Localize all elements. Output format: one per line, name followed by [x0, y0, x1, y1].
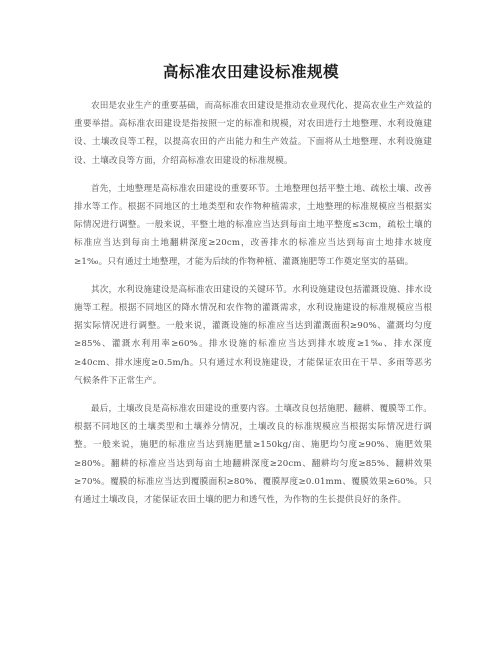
- paragraph-land-consolidation: 首先，土地整理是高标准农田建设的重要环节。土地整理包括平整土地、疏松土壤、改善排水等工作。根据不同地区的土地类型和农作物种植需求，土地整理的标准规模应当根据实际情况进行调整。一般来说，平整土地的标准应当达到每亩土地平整度≤3cm，疏松土壤的标准应当达到每亩土地翻耕深度≥20cm，改善排水的标准应当达到每亩土地排水坡度≥1‰。只有通过土地整理，才能为后续的作物种植、灌溉施肥等工作奠定坚实的基础。: [74, 183, 433, 267]
- document-title: 高标准农田建设标准规模: [162, 63, 339, 81]
- paragraph-soil-improvement: 最后，土壤改良是高标准农田建设的重要内容。土壤改良包括施肥、翻耕、覆膜等工作。根据不同地区的土壤类型和土壤养分情况，土壤改良的标准规模应当根据实际情况进行调整。一般来说，施肥的标准应当达到施肥量≥150kg/亩、施肥均匀度≥90%、施肥效果≥80%。翻耕的标准应当达到每亩土地翻耕深度≥20cm、翻耕均匀度≥85%、翻耕效果≥70%。覆膜的标准应当达到覆膜面积≥80%、覆膜厚度≥0.01mm、覆膜效果≥60%。只有通过土壤改良，才能保证农田土壤的肥力和透气性，为作物的生长提供良好的条件。: [74, 404, 433, 506]
- paragraph-water-facilities: 其次，水利设施建设是高标准农田建设的关键环节。水利设施建设包括灌溉设施、排水设施等工程。根据不同地区的降水情况和农作物的灌溉需求，水利设施建设的标准规模应当根据实际情况进行调整。一般来说，灌溉设施的标准应当达到灌溉面积≥90%、灌溉均匀度≥85%、灌溉水利用率≥60%。排水设施的标准应当达到排水坡度≥1‰、排水深度≥40cm、排水速度≥0.5m/h。只有通过水利设施建设，才能保证农田在干旱、多雨等恶劣气候条件下正常生产。: [74, 284, 433, 386]
- paragraph-intro: 农田是农业生产的重要基础，而高标准农田建设是推动农业现代化、提高农业生产效益的重要举措。高标准农田建设是指按照一定的标准和规模，对农田进行土地整理、水利设施建设、土壤改良等工程，以提高农田的产出能力和生产效益。下面将从土地整理、水利设施建设、土壤改良等方面，介绍高标准农田建设的标准规模。: [74, 101, 433, 166]
- document-body: [74, 97, 432, 519]
